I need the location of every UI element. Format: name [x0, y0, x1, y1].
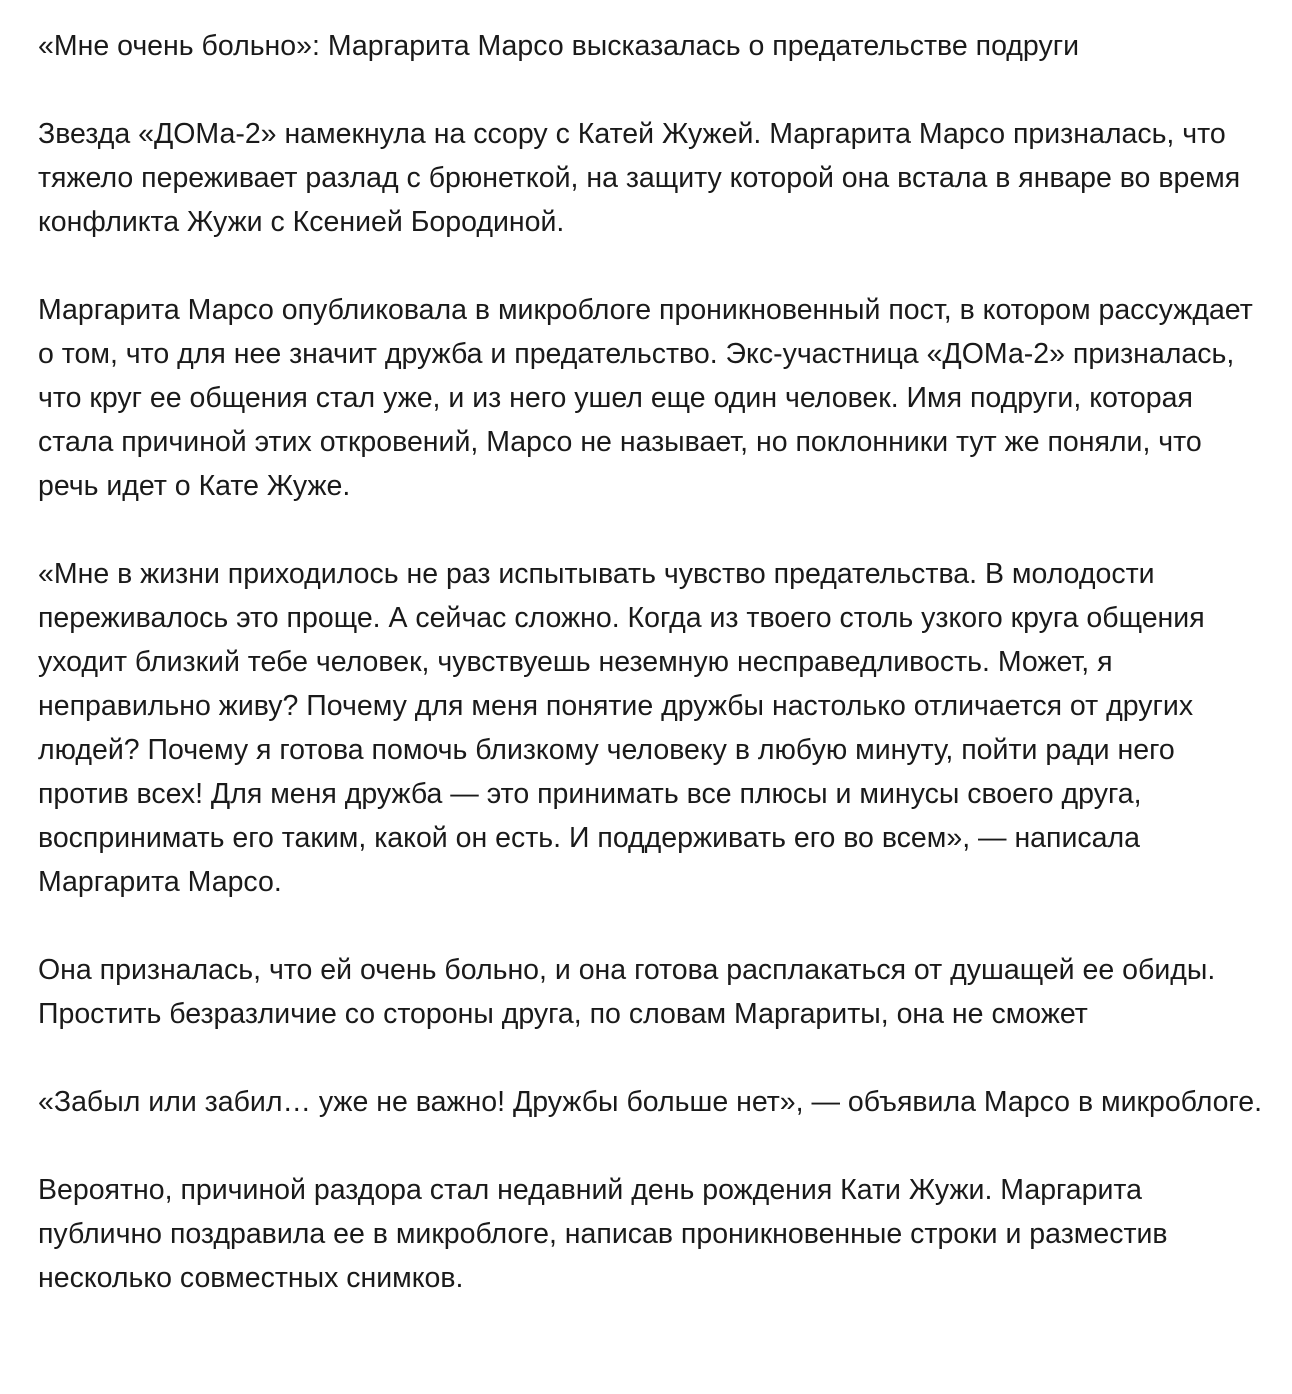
article: [38, 24, 1268, 1344]
paragraph-post: Маргарита Марсо опубликовала в микроблоге проникновенный пост, в котором рассуждает о том, что для нее значит дружба и предательство. Экс-участница «ДОМа-2» призналась, что круг ее общения стал уже, и из него ушел еще один человек. Имя подруги, которая стала причиной этих откровений, Марсо не называет, но поклонники тут же поняли, что речь идет о Кате Жуже.: [38, 294, 1253, 502]
paragraph-quote: «Мне в жизни приходилось не раз испытывать чувство предательства. В молодости переживалось это проще. А сейчас сложно. Когда из твоего столь узкого круга общения уходит близкий тебе человек, чувствуешь неземную несправедливость. Может, я неправильно живу? Почему для меня понятие дружбы настолько отличается от других людей? Почему я готова помочь близкому человеку в любую минуту, пойти ради него против всех! Для меня дружба — это принимать все плюсы и минусы своего друга, воспринимать его таким, какой он есть. И поддерживать его во всем», — написала Маргарита Марсо.: [38, 558, 1205, 898]
paragraph-feelings: Она призналась, что ей очень больно, и она готова расплакаться от душащей ее обиды. Простить безразличие со стороны друга, по словам Маргариты, она не сможет: [38, 954, 1216, 1030]
paragraph-reason: Вероятно, причиной раздора стал недавний день рождения Кати Жужи. Маргарита публично поздравила ее в микроблоге, написав проникновенные строки и разместив несколько совместных снимков.: [38, 1174, 1168, 1294]
paragraph-intro: Звезда «ДОМа-2» намекнула на ссору с Катей Жужей. Маргарита Марсо призналась, что тяжело переживает разлад с брюнеткой, на защиту которой она встала в январе во время конфликта Жужи с Ксенией Бородиной.: [38, 118, 1241, 238]
article-title: «Мне очень больно»: Маргарита Марсо высказалась о предательстве подруги: [38, 30, 1080, 62]
paragraph-short-quote: «Забыл или забил… уже не важно! Дружбы больше нет», — объявила Марсо в микроблоге.: [38, 1086, 1263, 1118]
